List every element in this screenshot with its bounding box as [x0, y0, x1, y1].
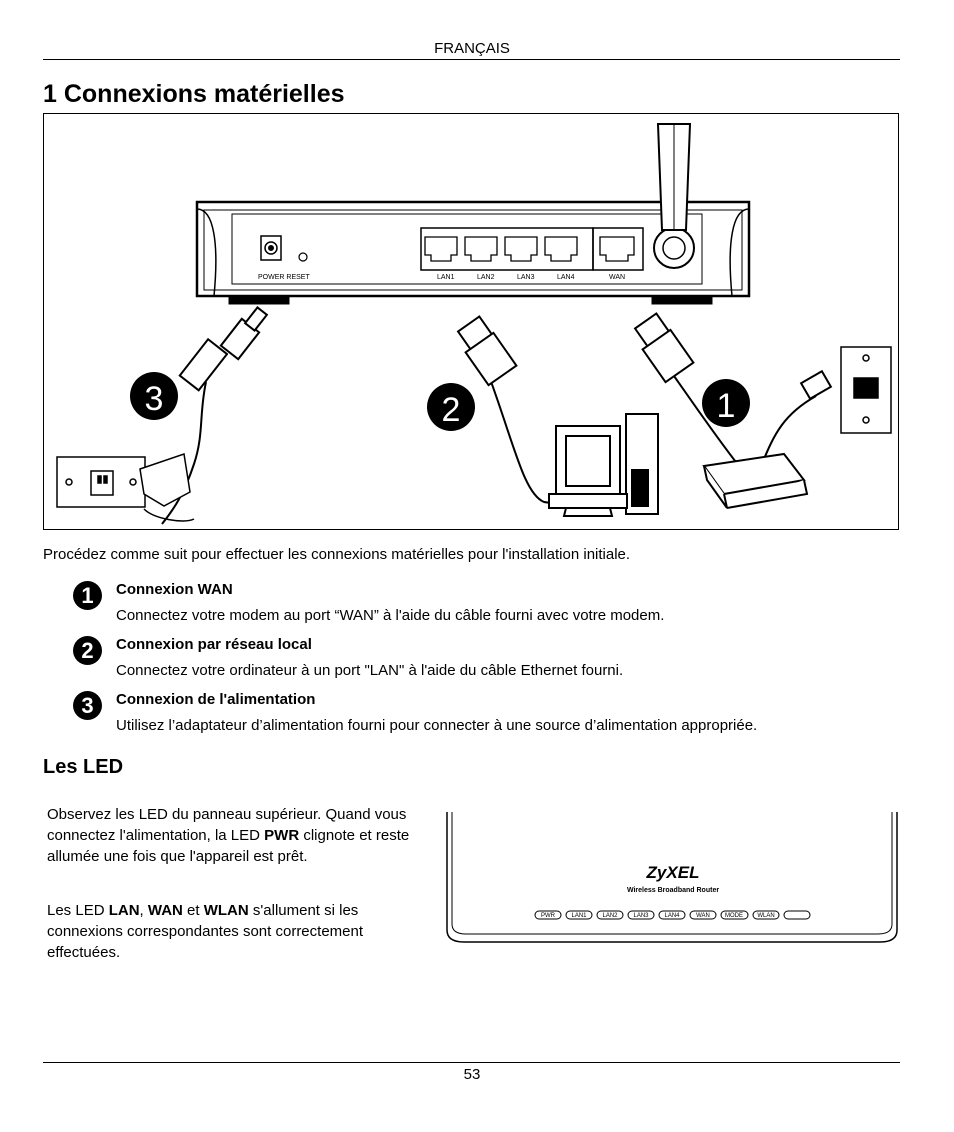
step-title: Connexion de l'alimentation: [116, 691, 316, 708]
step-number-badge: 1: [73, 581, 102, 610]
led-lan3: LAN3: [633, 913, 649, 919]
callout-3: 3: [144, 380, 164, 418]
leds-paragraph-2: Les LED LAN, WAN et WLAN s'allument si les connexions correspondantes sont correctement effectuées.: [47, 902, 364, 961]
led-lan2: LAN2: [602, 913, 618, 919]
antenna: [658, 124, 690, 230]
footer-rule: [43, 1062, 900, 1063]
router-top-panel: [444, 812, 900, 946]
leds-paragraph-1: Observez les LED du panneau supérieur. Quand vous connectez l'alimentation, la LED PWR clignote et reste allumée une fois que l'appareil est prêt.: [47, 806, 410, 865]
step-title: Connexion WAN: [116, 581, 233, 598]
led-panel-illustration: [444, 812, 900, 951]
hardware-connections-figure: [43, 113, 899, 530]
computer: [549, 414, 658, 516]
brand-subtitle: Wireless Broadband Router: [626, 887, 720, 894]
led-wlan: WLAN: [757, 913, 775, 919]
step-description: Connectez votre ordinateur à un port "LAN" à l'aide du câble Ethernet fourni.: [116, 662, 624, 679]
header-rule: [43, 59, 900, 60]
step-number-badge: 2: [73, 636, 102, 665]
header-language: FRANÇAIS: [434, 40, 510, 57]
led-pwr: PWR: [541, 913, 555, 919]
step-description: Connectez votre modem au port “WAN” à l'aide du câble fourni avec votre modem.: [116, 607, 665, 624]
brand-logo: ZyXEL: [646, 863, 700, 882]
port-label-wan: WAN: [609, 274, 626, 281]
modem: [704, 454, 807, 508]
connections-illustration: [44, 114, 900, 531]
intro-text: Procédez comme suit pour effectuer les connexions matérielles pour l'installation initiale.: [43, 546, 631, 563]
phone-wall-jack: [841, 347, 891, 433]
page-number: 53: [463, 1066, 481, 1083]
led-mode: MODE: [725, 913, 743, 919]
callout-1: 1: [716, 387, 736, 425]
callout-2: 2: [441, 391, 461, 429]
step-number-badge: 3: [73, 691, 102, 720]
port-label-lan1: LAN1: [437, 274, 455, 281]
section-title: 1 Connexions matérielles: [43, 80, 345, 108]
led-lan4: LAN4: [664, 913, 680, 919]
led-wan: WAN: [696, 913, 710, 919]
port-label-lan3: LAN3: [517, 274, 535, 281]
step-title: Connexion par réseau local: [116, 636, 312, 653]
wall-outlet: [57, 454, 194, 521]
port-label-lan4: LAN4: [557, 274, 575, 281]
port-label-lan2: LAN2: [477, 274, 495, 281]
port-label-power-reset: POWER RESET: [258, 274, 310, 281]
step-description: Utilisez l’adaptateur d’alimentation fourni pour connecter à une source d’alimentation appropriée.: [116, 717, 758, 734]
led-lan1: LAN1: [571, 913, 587, 919]
leds-section-title: Les LED: [43, 756, 124, 778]
